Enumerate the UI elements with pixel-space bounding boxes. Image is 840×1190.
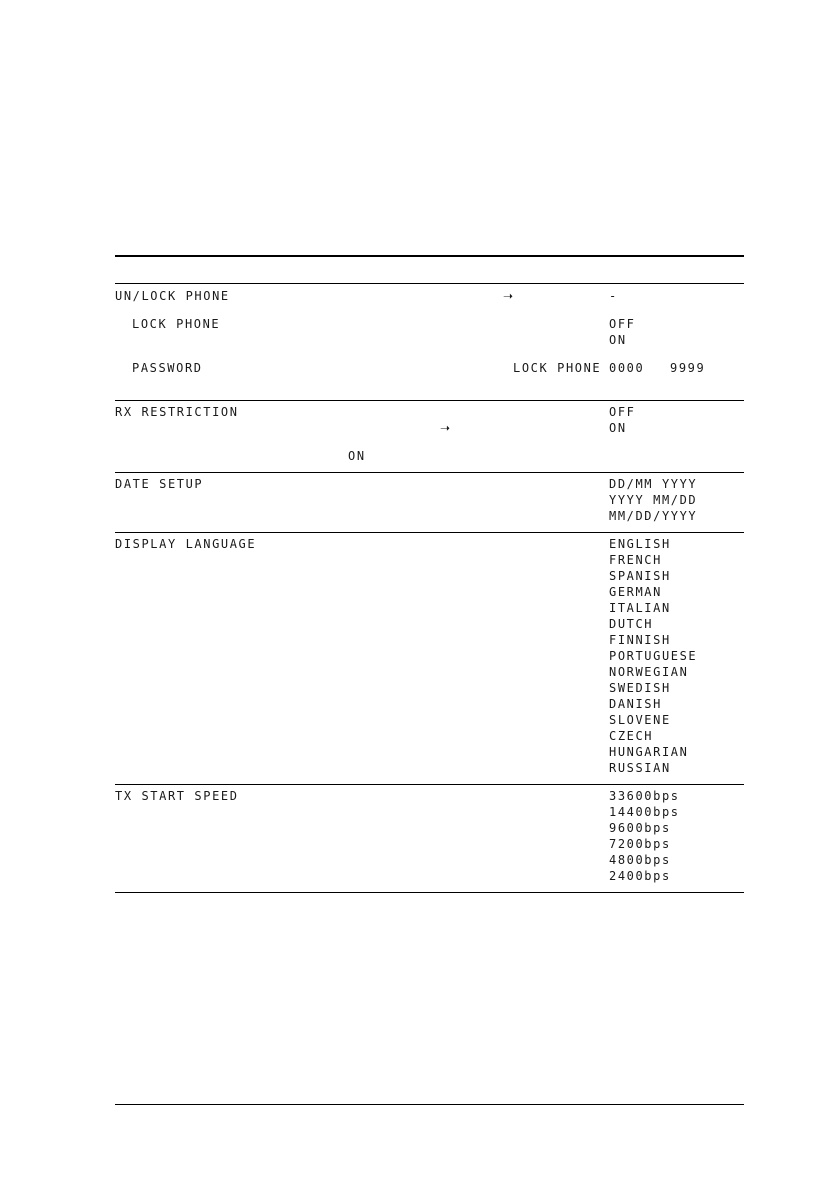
option-item: FRENCH bbox=[609, 553, 662, 567]
option-item: 33600bps bbox=[609, 789, 680, 803]
option-item: PORTUGUESE bbox=[609, 649, 698, 663]
option-item: ON bbox=[609, 421, 627, 435]
lock-phone-label: LOCK PHONE bbox=[132, 317, 221, 331]
option-item: MM/DD/YYYY bbox=[609, 509, 698, 523]
rx-restriction-note: ON bbox=[348, 449, 366, 463]
unlock-phone-value: - bbox=[609, 289, 618, 303]
row-divider bbox=[115, 472, 744, 473]
password-range-max: 9999 bbox=[670, 361, 706, 375]
option-item: OFF bbox=[609, 405, 636, 419]
row-divider bbox=[115, 784, 744, 785]
option-item: 2400bps bbox=[609, 869, 671, 883]
date-setup-label: DATE SETUP bbox=[115, 477, 204, 491]
date-setup-options bbox=[609, 476, 697, 524]
rx-restriction-arrow-icon: ➝ bbox=[440, 421, 451, 435]
option-item: NORWEGIAN bbox=[609, 665, 689, 679]
option-item: OFF bbox=[609, 317, 636, 331]
option-item: HUNGARIAN bbox=[609, 745, 689, 759]
option-item: ITALIAN bbox=[609, 601, 671, 615]
option-item: SWEDISH bbox=[609, 681, 671, 695]
table-top-rule bbox=[115, 255, 744, 257]
option-item: SPANISH bbox=[609, 569, 671, 583]
option-item: CZECH bbox=[609, 729, 654, 743]
password-condition: LOCK PHONE bbox=[513, 361, 602, 375]
table-bottom-rule bbox=[115, 892, 744, 893]
option-item: DUTCH bbox=[609, 617, 654, 631]
option-item: 9600bps bbox=[609, 821, 671, 835]
display-language-label: DISPLAY LANGUAGE bbox=[115, 537, 257, 551]
option-item: ENGLISH bbox=[609, 537, 671, 551]
footer-rule bbox=[115, 1104, 744, 1105]
option-item: DD/MM YYYY bbox=[609, 477, 698, 491]
unlock-phone-arrow-icon: ➝ bbox=[503, 289, 514, 303]
table-header-rule bbox=[115, 283, 744, 284]
password-label: PASSWORD bbox=[132, 361, 203, 375]
option-item: SLOVENE bbox=[609, 713, 671, 727]
rx-restriction-label: RX RESTRICTION bbox=[115, 405, 239, 419]
tx-start-speed-options bbox=[609, 788, 680, 884]
option-item: GERMAN bbox=[609, 585, 662, 599]
option-item: ON bbox=[609, 333, 627, 347]
row-divider bbox=[115, 532, 744, 533]
option-item: 7200bps bbox=[609, 837, 671, 851]
option-item: FINNISH bbox=[609, 633, 671, 647]
option-item: 14400bps bbox=[609, 805, 680, 819]
lock-phone-options bbox=[609, 316, 635, 348]
row-divider bbox=[115, 400, 744, 401]
tx-start-speed-label: TX START SPEED bbox=[115, 789, 239, 803]
unlock-phone-label: UN/LOCK PHONE bbox=[115, 289, 230, 303]
password-range-min: 0000 bbox=[609, 361, 645, 375]
option-item: 4800bps bbox=[609, 853, 671, 867]
option-item: DANISH bbox=[609, 697, 662, 711]
display-language-options bbox=[609, 536, 697, 776]
option-item: YYYY MM/DD bbox=[609, 493, 698, 507]
option-item: RUSSIAN bbox=[609, 761, 671, 775]
rx-restriction-options bbox=[609, 404, 635, 436]
